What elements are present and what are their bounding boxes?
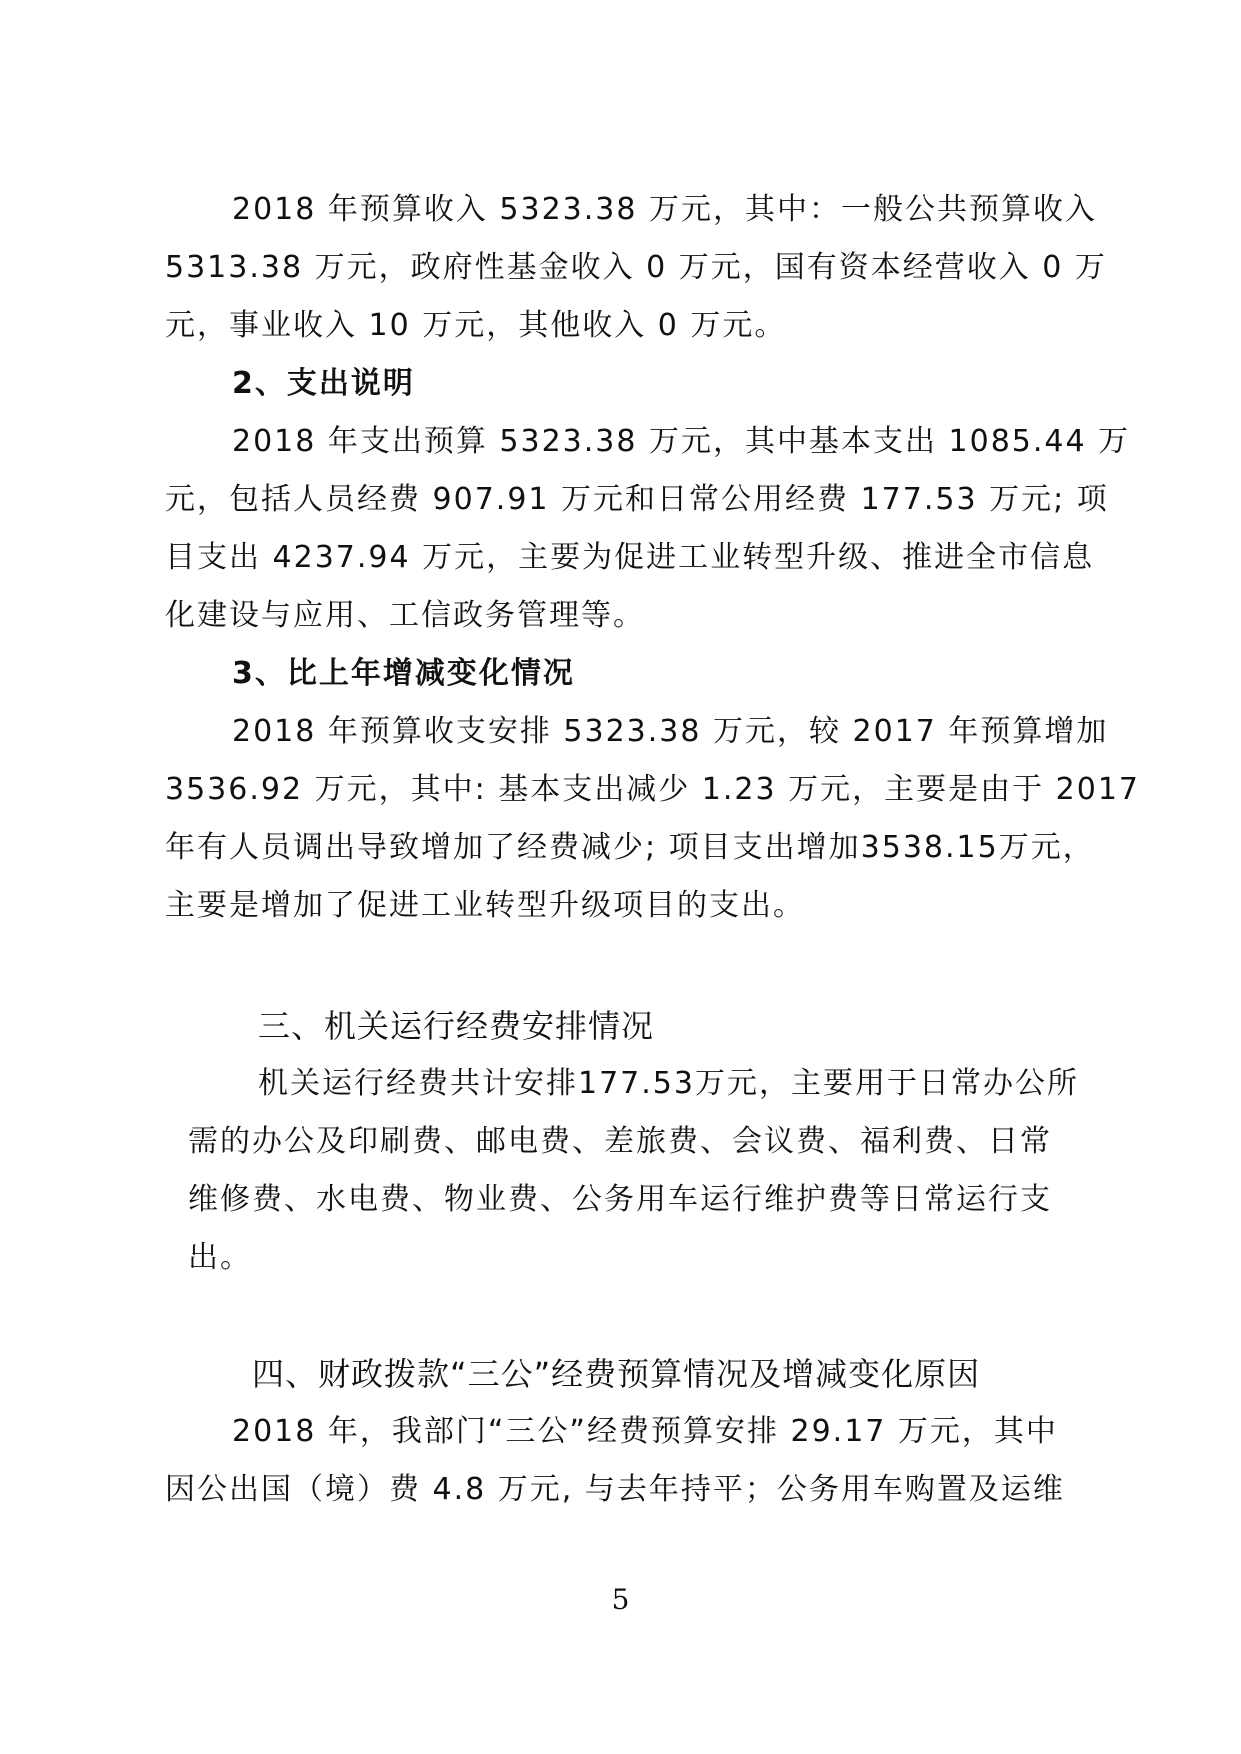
section3-heading: 三、机关运行经费安排情况 <box>258 1007 655 1045</box>
section3-line-3: 维修费、水电费、物业费、公务用车运行维护费等日常运行支 <box>188 1182 1052 1217</box>
change-line-2: 3536.92 万元，其中: 基本支出减少 1.23 万元，主要是由于 2017 <box>165 772 1140 807</box>
change-line-3: 年有人员调出导致增加了经费减少; 项目支出增加3538.15万元， <box>165 830 1095 865</box>
section4-line-2: 因公出国（境）费 4.8 万元, 与去年持平；公务用车购置及运维 <box>165 1472 1065 1507</box>
income-line-2: 5313.38 万元，政府性基金收入 0 万元，国有资本经营收入 0 万 <box>165 250 1107 285</box>
expenditure-line-3: 目支出 4237.94 万元，主要为促进工业转型升级、推进全市信息 <box>165 540 1095 575</box>
expenditure-line-4: 化建设与应用、工信政务管理等。 <box>165 598 645 633</box>
expenditure-line-2: 元，包括人员经费 907.91 万元和日常公用经费 177.53 万元; 项 <box>165 482 1109 517</box>
income-line-3: 元，事业收入 10 万元，其他收入 0 万元。 <box>165 308 787 343</box>
section3-line-2: 需的办公及印刷费、邮电费、差旅费、会议费、福利费、日常 <box>188 1124 1052 1159</box>
income-line-1: 2018 年预算收入 5323.38 万元，其中：一般公共预算收入 <box>232 192 1098 227</box>
change-line-4: 主要是增加了促进工业转型升级项目的支出。 <box>165 888 805 923</box>
expenditure-heading: 2、支出说明 <box>232 366 415 401</box>
expenditure-line-1: 2018 年支出预算 5323.38 万元，其中基本支出 1085.44 万 <box>232 424 1131 459</box>
section4-heading: 四、财政拨款“三公”经费预算情况及增减变化原因 <box>252 1355 981 1393</box>
section3-line-1: 机关运行经费共计安排177.53万元，主要用于日常办公所 <box>258 1066 1079 1101</box>
change-heading: 3、比上年增减变化情况 <box>232 656 575 691</box>
section4-line-1: 2018 年，我部门“三公”经费预算安排 29.17 万元，其中 <box>232 1414 1058 1449</box>
section3-line-4: 出。 <box>188 1240 252 1275</box>
page-number: 5 <box>611 1583 630 1616</box>
change-line-1: 2018 年预算收支安排 5323.38 万元，较 2017 年预算增加 <box>232 714 1109 749</box>
